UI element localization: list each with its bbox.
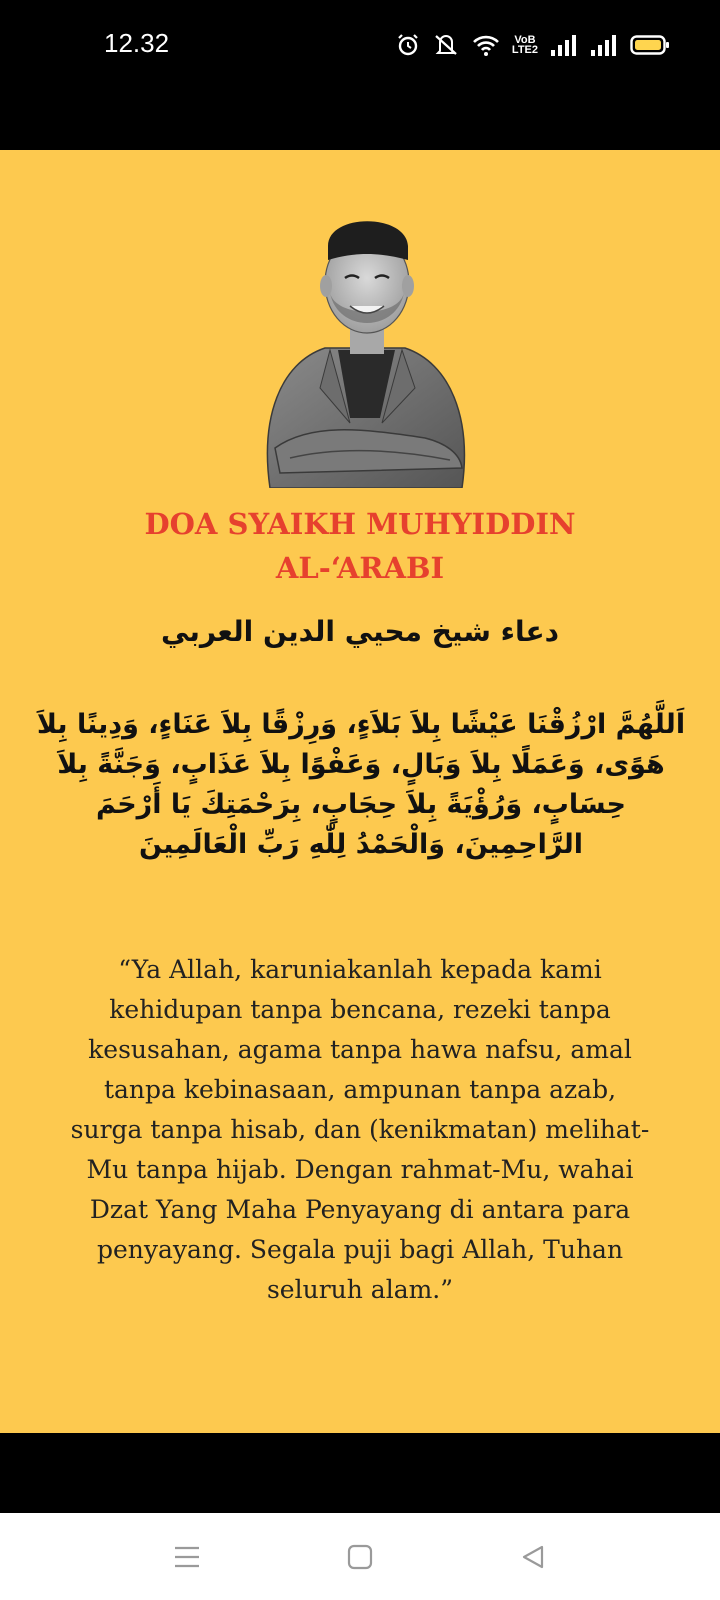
menu-button[interactable]: [157, 1527, 217, 1587]
page-title: [60, 502, 660, 590]
title-line-2: AL-‘ARABI: [275, 551, 445, 585]
content-card: [0, 150, 720, 1433]
navigation-bar: [0, 1513, 720, 1600]
status-icons: [396, 30, 670, 60]
title-line-1: DOA SYAIKH MUHYIDDIN: [144, 507, 576, 541]
home-icon: [347, 1544, 373, 1570]
menu-icon: [174, 1545, 200, 1569]
back-icon: [520, 1544, 546, 1570]
portrait-illustration: [250, 188, 480, 488]
bottom-spacer: [0, 1433, 720, 1513]
volte-indicator: VoB LTE2: [511, 34, 538, 56]
arabic-heading: دعاء شيخ محيي الدين العربي: [161, 615, 559, 648]
signal-icon: [590, 33, 618, 57]
home-button[interactable]: [330, 1527, 390, 1587]
status-time: 12.32: [104, 28, 170, 58]
status-bar: [0, 0, 720, 150]
battery-icon: [630, 33, 670, 57]
wifi-icon: [472, 33, 500, 57]
mute-icon: [432, 33, 460, 57]
back-button[interactable]: [503, 1527, 563, 1587]
arabic-prayer-text: اَللَّهُمَّ ارْزُقْنَا عَيْشًا بِلاَ بَلاَءٍ، وَرِزْقًا بِلاَ عَنَاءٍ، وَدِينًا بِلاَ هَوًى، وَعَمَلًا بِلاَ وَبَالٍ، وَعَفْوًا بِلاَ عَذَابٍ، وَجَنَّةً بِلاَ حِسَابٍ، وَرُؤْيَةً بِلاَ حِجَابٍ، بِرَحْمَتِكَ يَا أَرْحَمَ الرَّاحِمِينَ، وَالْحَمْدُ لِلّٰهِ رَبِّ الْعَالَمِينَ: [36, 709, 686, 860]
translation-text: “Ya Allah, karuniakanlah kepada kami kehidupan tanpa bencana, rezeki tanpa kesusahan, agama tanpa hawa nafsu, amal tanpa kebinasaan, ampunan tanpa azab, surga tanpa hisab, dan (kenikmatan) melihat-Mu tanpa hijab. Dengan rahmat-Mu, wahai Dzat Yang Maha Penyayang di antara para penyayang. Segala puji bagi Allah, Tuhan seluruh alam.”: [70, 955, 650, 1304]
alarm-icon: [396, 33, 420, 57]
signal-icon: [550, 33, 578, 57]
